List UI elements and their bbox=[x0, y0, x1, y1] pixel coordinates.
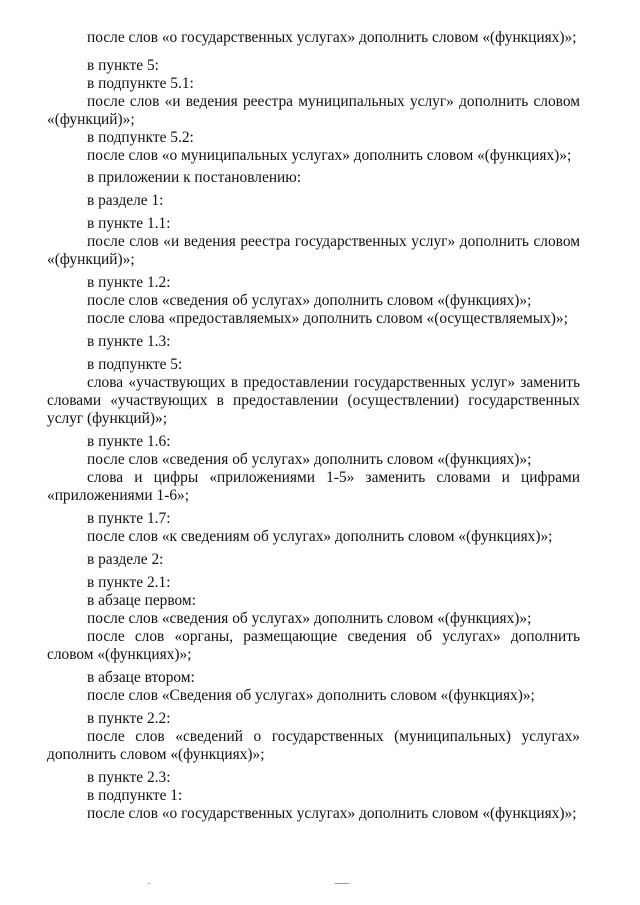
text-line: в разделе 1: bbox=[87, 192, 164, 209]
text-line: в приложении к постановлению: bbox=[87, 169, 302, 186]
text-line: после слов «о муниципальных услугах» дополнить словом «(функциях)»; bbox=[87, 147, 572, 164]
text-line: после слова «предоставляемых» дополнить словом «(осуществляемых)»; bbox=[87, 310, 568, 327]
text-line: в пункте 2.1: bbox=[87, 574, 171, 591]
text-line: в абзаце втором: bbox=[87, 669, 195, 686]
text-line: в пункте 1.3: bbox=[87, 333, 171, 350]
text-line: слова «участвующих в предоставлении государственных услуг» заменить bbox=[87, 374, 580, 391]
text-line: после слов «о государственных услугах» дополнить словом «(функциях)»; bbox=[87, 805, 577, 822]
text-line: словами «участвующих в предоставлении (осуществлении) государственных bbox=[47, 392, 580, 409]
text-line: после слов «и ведения реестра государственных услуг» дополнить словом bbox=[87, 233, 580, 250]
text-line: услуг (функций)»; bbox=[47, 410, 167, 427]
text-line: после слов «сведения об услугах» дополнить словом «(функциях)»; bbox=[87, 610, 532, 627]
text-line: «(функций)»; bbox=[47, 111, 135, 128]
text-line: после слов «органы, размещающие сведения об услугах» дополнить bbox=[87, 628, 580, 645]
text-line: словом «(функциях)»; bbox=[47, 646, 192, 663]
text-line: после слов «Сведения об услугах» дополнить словом «(функциях)»; bbox=[87, 687, 535, 704]
text-line: в пункте 2.3: bbox=[87, 769, 171, 786]
text-line: после слов «сведений о государственных (муниципальных) услугах» bbox=[87, 728, 580, 745]
text-line: дополнить словом «(функциях)»; bbox=[47, 746, 265, 763]
text-line: в подпункте 5: bbox=[87, 356, 183, 373]
text-line: в абзаце первом: bbox=[87, 592, 196, 609]
text-line: после слов «и ведения реестра муниципальных услуг» дополнить словом bbox=[87, 93, 580, 110]
text-line: в пункте 1.6: bbox=[87, 433, 171, 450]
text-line: в пункте 1.1: bbox=[87, 215, 171, 232]
text-line: в пункте 1.2: bbox=[87, 274, 171, 291]
scan-mark bbox=[335, 883, 349, 884]
text-line: слова и цифры «приложениями 1-5» заменить словами и цифрами bbox=[87, 469, 580, 486]
text-line: в пункте 2.2: bbox=[87, 710, 171, 727]
text-line: в подпункте 1: bbox=[87, 787, 183, 804]
text-line: после слов «к сведениям об услугах» дополнить словом «(функциях)»; bbox=[87, 528, 553, 545]
text-line: после слов «сведения об услугах» дополнить словом «(функциях)»; bbox=[87, 292, 532, 309]
text-line: после слов «сведения об услугах» дополнить словом «(функциях)»; bbox=[87, 451, 532, 468]
text-line: в пункте 5: bbox=[87, 57, 159, 74]
text-line: «приложениями 1-6»; bbox=[47, 487, 189, 504]
text-line: после слов «о государственных услугах» дополнить словом «(функциях)»; bbox=[87, 29, 577, 46]
text-line: в подпункте 5.1: bbox=[87, 75, 194, 92]
text-line: в подпункте 5.2: bbox=[87, 129, 194, 146]
text-line: в пункте 1.7: bbox=[87, 510, 171, 527]
text-line: «(функций)»; bbox=[47, 251, 135, 268]
text-line: в разделе 2: bbox=[87, 551, 164, 568]
scan-mark bbox=[148, 883, 150, 884]
